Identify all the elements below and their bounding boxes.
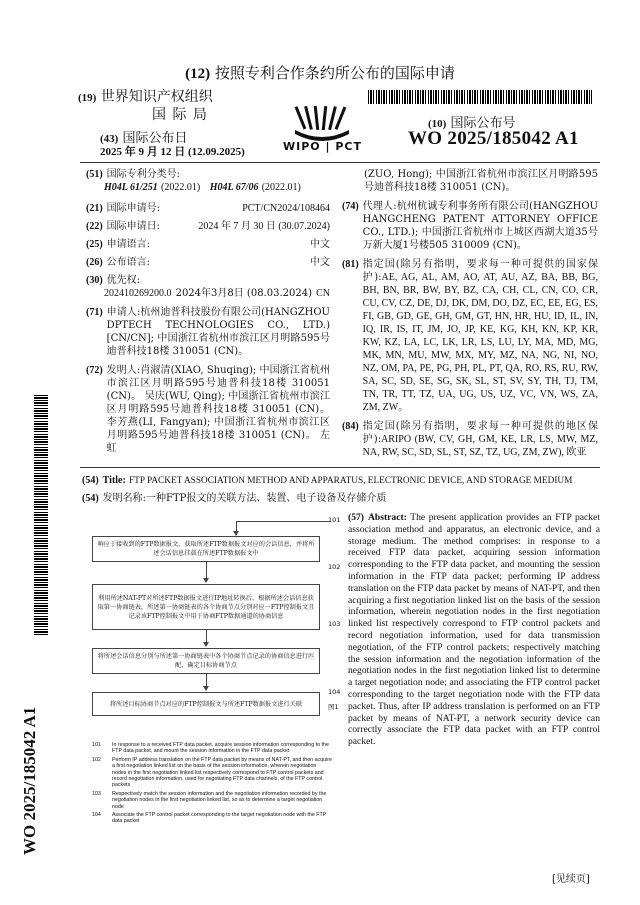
step-tag-102: 102: [328, 563, 341, 571]
arrow-start: [236, 521, 237, 535]
left-bibliographic-column: [86, 168, 330, 455]
legend-row: 102 Perform IP address translation on the FTP data packet by means of NAT-PT, and then acquire a first negotiation linked list on the basis of the session information, wherein negotiation nodes in the first negotiation linked list respectively correspond to FTP control packets and record negotiation information, used for negotiating FTP data channels, of the FTP control packets: [92, 756, 332, 789]
field-51: (51) 国际专利分类号:: [86, 169, 181, 180]
publication-date-value: 2025 年 9 月 12 日 (12.09.2025): [100, 146, 245, 158]
field-25: (25) 申请语言: 中文: [86, 239, 330, 250]
step-box-104: 将所述目标协商节点对应的FTP控制报文与所述FTP数据报文进行关联: [92, 692, 320, 716]
step-box-103: 将所述会话信息分别与所述第一协商链表中各个协商节点记录的协商信息进行匹配，确定目标协商节点: [92, 648, 320, 674]
figure-label: 图1: [328, 703, 339, 711]
start-tag: 101: [328, 516, 341, 524]
publication-barcode: [368, 90, 592, 104]
legend-row: 101 In response to a received FTP data packet, acquire session information corresponding to the FTP data packet, and mount the session information in the FTP data packet: [92, 742, 329, 755]
priority-entry: 202410269200.0 2024年3月8日 (08.03.2024) CN: [104, 288, 330, 299]
inventor-continuation: (ZUO, Hong); 中国浙江省杭州市滨江区月明路595号迪普科技18楼 310051 (CN)。: [364, 169, 598, 193]
header-divider: [80, 162, 600, 163]
publication-date-label: (43) 国际公布日: [100, 131, 188, 146]
legend-row: 103 Respectively match the session information and the negotiation information recorded by the negotiation nodes in the first negotiation linked list, so as to determine a target negotiation node: [92, 790, 327, 810]
field-81: (81) 指定国(除另有指明，要求每一种可提供的国家保护):AE, AG, AL, AM, AO, AT, AU, AZ, BA, BB, BG, BH, BN, BR, BW, BY, BZ, CA, CH, CL, CN, CO, CR, CU, CV, CZ, DE, DJ, DK, DM, DO, DZ, EC, EE, EG, ES, FI, GB, GD, GE, GH, GM, GT, HN, HR, HU, ID, IL, IN, IQ, IR, IS, IT, JM, JO, JP, KE, KG, KH, KN, KP, KR, KW, KZ, LA, LC, LK, LR, LS, LU, LY, MA, MD, MG, MK, MN, MU, MW, MX, MY, MZ, NA, NG, NI, NO, NZ, OM, PA, PE, PG, PH, PL, PT, QA, RO, RS, RU, RW, SA, SC, SD, SE, SG, SK, SL, ST, SV, SY, TH, TJ, TM, TN, TR, TT, TZ, UA, UG, US, UZ, VC, VN, WS, ZA, ZM, ZW。: [342, 259, 598, 413]
publication-number-label: (10) 国际公布号: [428, 116, 516, 131]
wipo-logo: [275, 104, 370, 156]
continued-marker: [见续页]: [552, 874, 590, 885]
abstract: (57) Abstract: The present application provides an FTP packet association method and apparatus, an electronic device, and a storage medium. The method comprises: in response to a received FTP data packet, acquiring session information corresponding to the FTP data packet, and mounting the session information in the FTP data packet; performing IP address translation on the FTP data packet by means of NAT-PT, and then acquiring a first negotiation linked list on the basis of the session information, wherein negotiation nodes in the first negotiation linked list respectively correspond to FTP control packets and record negotiation information, used for data transmission negotiation, of the FTP control packets; respectively matching the session information and the negotiation information of the negotiation nodes in the first negotiation linked list to determine a target negotiation node; and associating the FTP control packet corresponding to the target negotiation node with the FTP data packet. Thus, after IP address translation is performed on an FTP packet by means of NAT-PT, a network security device can correctly associate the FTP data packet with an FTP control packet.: [348, 512, 600, 748]
field-71: (71) 申请人:杭州迪普科技股份有限公司(HANGZHOU DPTECH TECHNOLOGIES CO., LTD.) [CN/CN]; 中国浙江省杭州市滨江区月明路595号迪普科技18楼 310051 (CN)。: [86, 307, 330, 357]
field-72: (72) 发明人:肖淑清(XIAO, Shuqing); 中国浙江省杭州市滨江区月明路595号迪普科技18楼 310051 (CN)。 吴庆(WU, Qing); 中国浙江省杭州市滨江区月明路595号迪普科技18楼 310051 (CN)。 李芳燕(LI, Fangyan); 中国浙江省杭州市滨江区月明路595号迪普科技18楼 310051 (CN)。 左虹: [86, 365, 330, 454]
right-bibliographic-column: [342, 168, 598, 459]
arrow-102-103: [206, 630, 207, 646]
field-84: (84) 指定国(除另有指明，要求每一种可提供的地区保护):ARIPO (BW, CV, GH, GM, KE, LR, LS, MW, MZ, NA, RW, SC, SD, SL, ST, SZ, TZ, UG, ZM, ZW), 欧亚: [342, 421, 598, 458]
doc-kind-code: (12): [185, 66, 211, 82]
publication-number-value: WO 2025/185042 A1: [408, 128, 579, 149]
field-30: (30) 优先权:: [86, 275, 141, 286]
step-box-101: 响应于接收到的FTP数据报文，获取所述FTP数据报文对应的会话信息，并将所述会话信息挂载在所述FTP数据报文中: [92, 536, 320, 562]
org-name-line2: 国 际 局: [152, 107, 208, 123]
title-english: (54) Title: FTP PACKET ASSOCIATION METHOD AND APPARATUS, ELECTRONIC DEVICE, AND STORAGE MEDIUM: [82, 475, 573, 486]
legend-row: 104 Associate the FTP control packet corresponding to the target negotiation node with the FTP data packet: [92, 812, 327, 825]
side-publication-number: WO 2025/185042 A1: [20, 706, 39, 855]
wipo-pct-text: WIPO | PCT: [283, 140, 362, 153]
field-22: (22) 国际申请日: 2024 年 7 月 30 日 (30.07.2024): [86, 221, 330, 232]
title-chinese: (54) 发明名称:一种FTP报文的关联方法、装置、电子设备及存储介质: [82, 493, 387, 504]
arrow-101-102: [206, 562, 207, 582]
ipc-classes: H04L 61/251 (2022.01) H04L 67/06 (2022.01): [104, 182, 301, 193]
step-tag-104: 104: [328, 688, 341, 696]
field-26: (26) 公布语言: 中文: [86, 257, 330, 268]
abstract-text: The present application provides an FTP packet association method and apparatus, an electronic device, and a storage medium. The method comprises: in response to a received FTP data packet, acquiring session information corresponding to the FTP data packet, and mounting the session information in the FTP data packet; performing IP address translation on the FTP data packet by means of NAT-PT, and then acquiring a first negotiation linked list on the basis of the session information, wherein negotiation nodes in the first negotiation linked list respectively correspond to FTP control packets and record negotiation information, used for data transmission negotiation, of the FTP control packets; respectively matching the session information and the negotiation information of the negotiation nodes in the first negotiation linked list to determine a target negotiation node; and associating the FTP control packet corresponding to the target negotiation node with the FTP data packet. Thus, after IP address translation is performed on an FTP packet by means of NAT-PT, a network security device can correctly associate the FTP data packet with an FTP control packet.: [348, 512, 600, 748]
arrow-103-104: [206, 674, 207, 690]
org-name-line1: 世界知识产权组织: [100, 89, 213, 105]
org-code: (19): [78, 92, 97, 104]
document-kind-heading: [0, 62, 640, 83]
step-tag-103: 103: [328, 620, 341, 628]
field-21: (21) 国际申请号: PCT/CN2024/108464: [86, 203, 330, 214]
step-box-102: 利用所述NAT-PT对所述FTP数据报文进行IP地址转换后，根据所述会话信息获取第一协商链表，所述第一协商链表的各个协商节点分别对应一FTP控制报文且记录该FTP控制报文中用于协商FTP数据通道的协商信息: [92, 584, 320, 630]
flowchart-figure: [86, 512, 346, 722]
doc-kind-title: 按照专利合作条约所公布的国际申请: [214, 64, 455, 82]
title-divider: [80, 467, 600, 468]
figure-legend: [92, 742, 332, 825]
organization-block: [78, 86, 213, 106]
field-74: (74) 代理人:杭州杭诚专利事务所有限公司(HANGZHOU HANGCHENG PATENT ATTORNEY OFFICE CO., LTD.); 中国浙江省杭州市上城区西湖大道35号万新大厦1号楼505 310009 (CN)。: [342, 201, 598, 251]
